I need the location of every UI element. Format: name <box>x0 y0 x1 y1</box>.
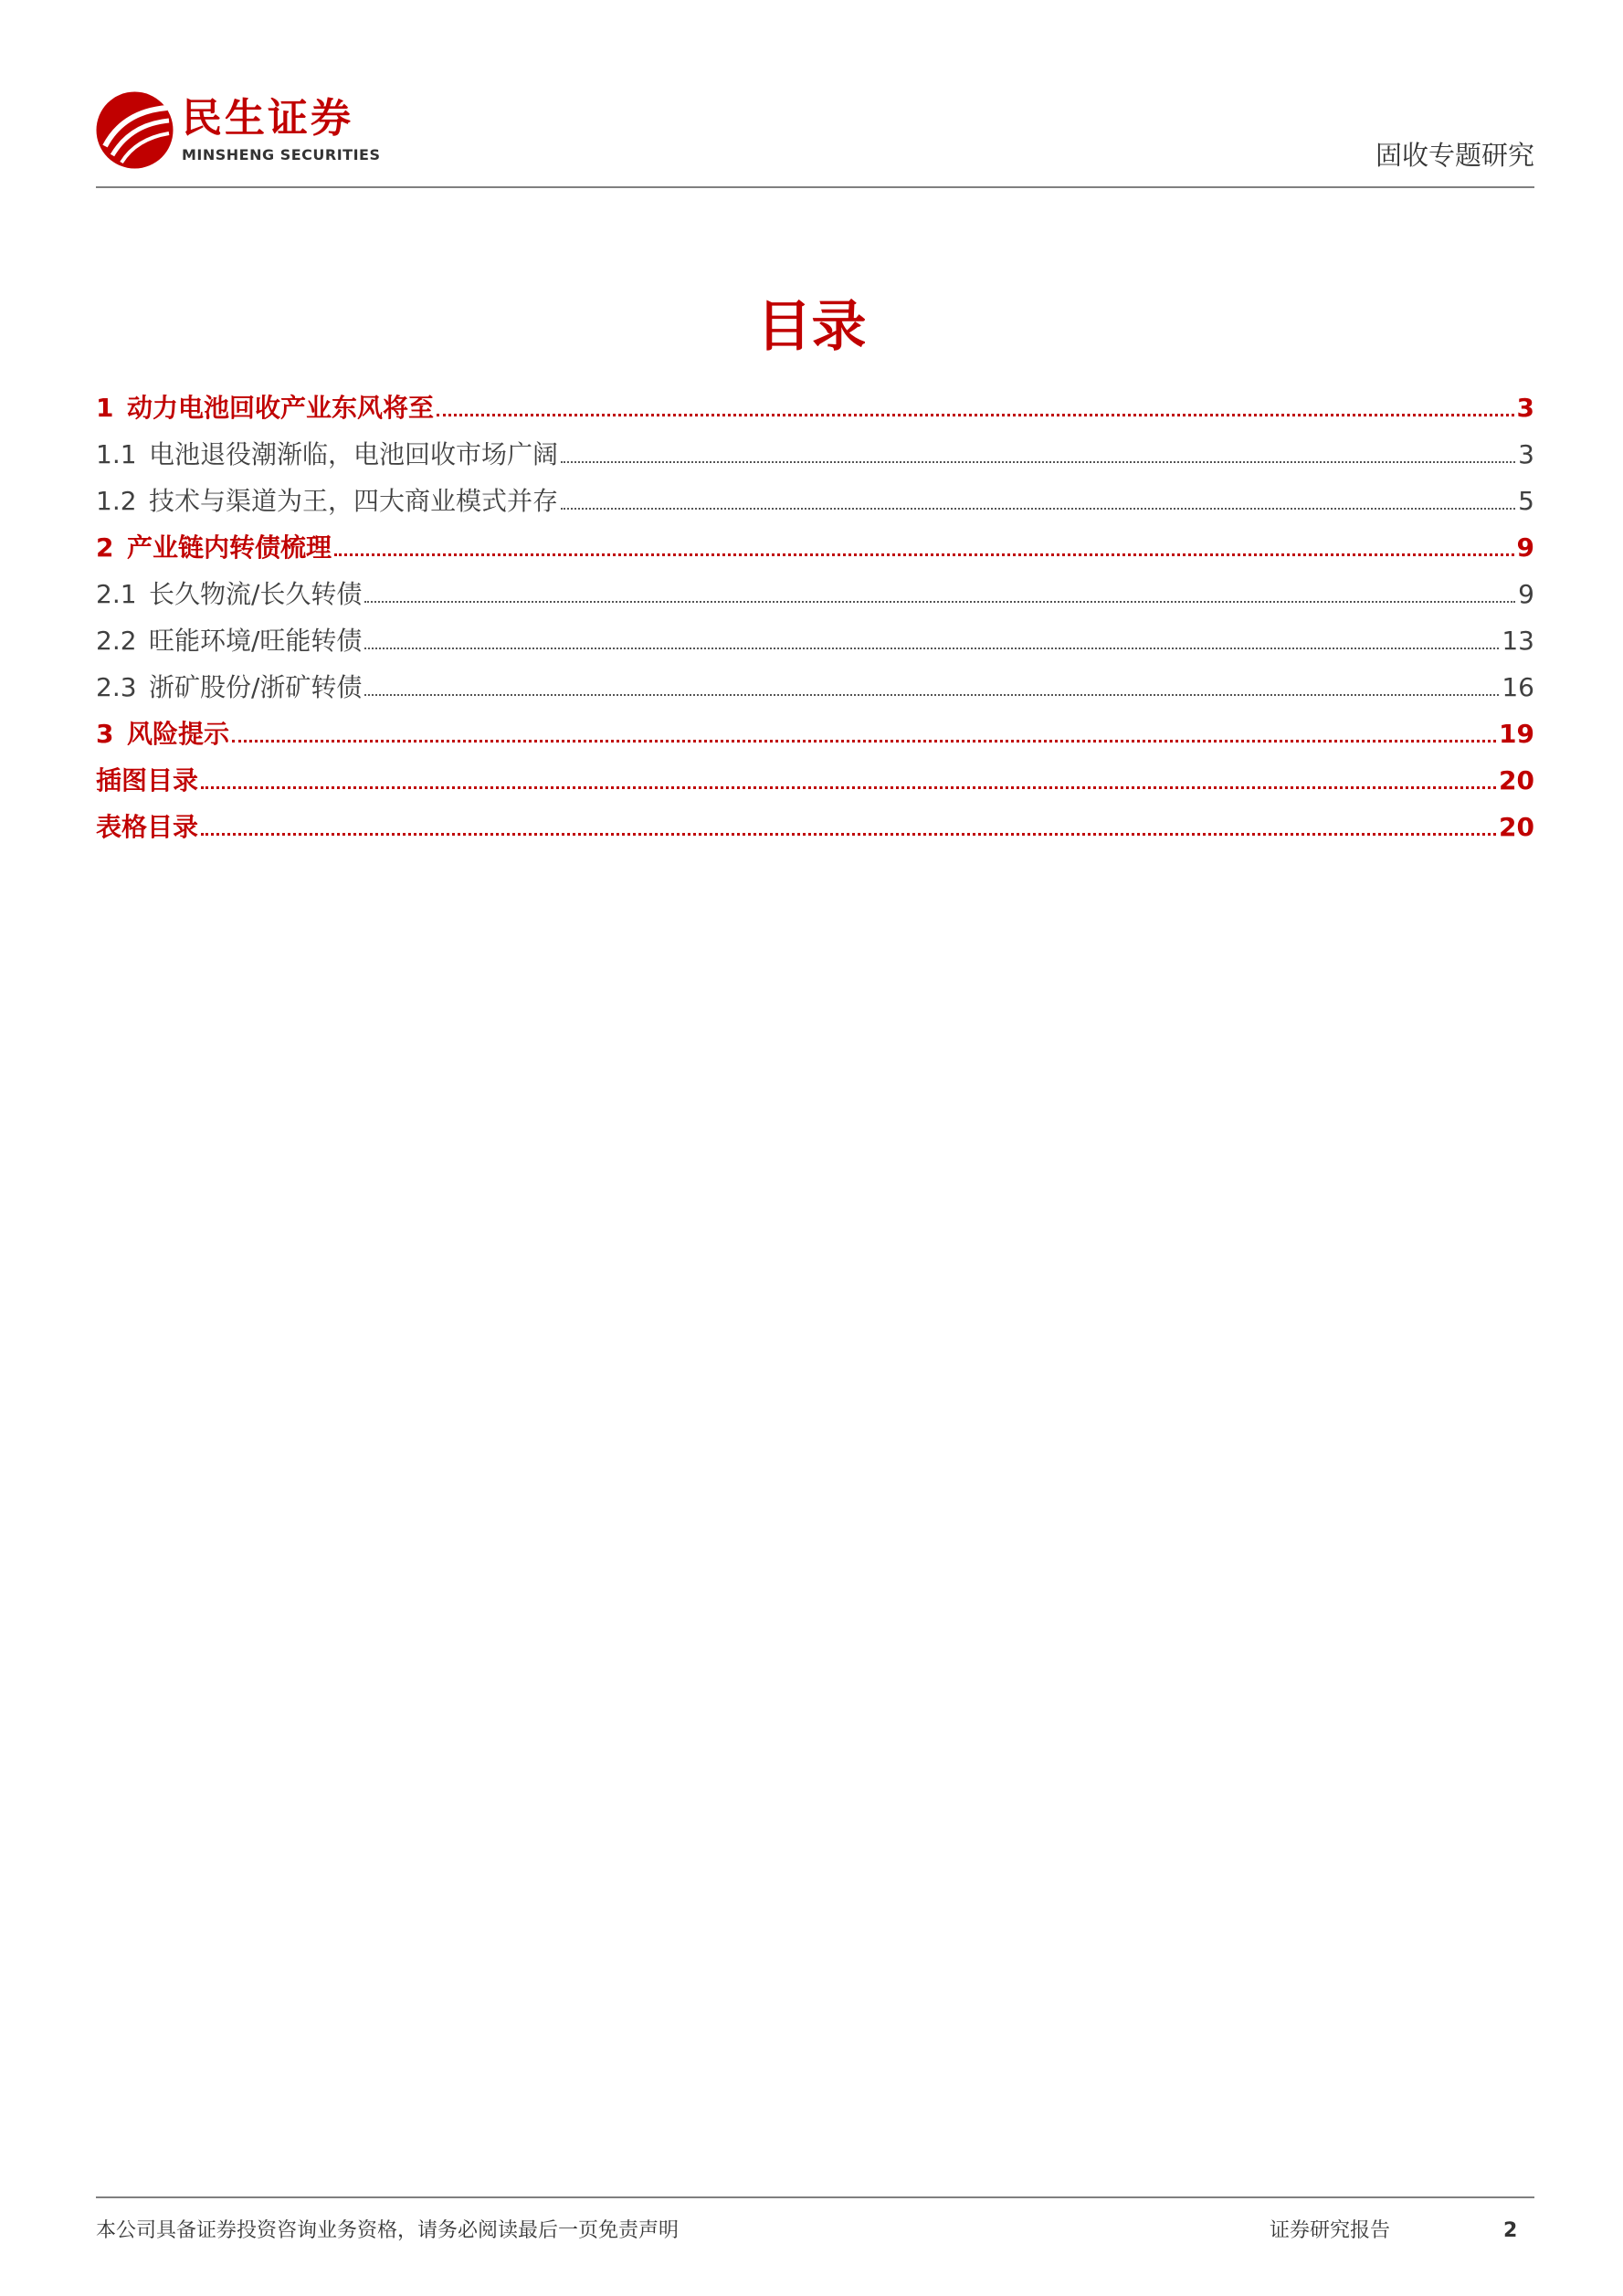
toc-entry[interactable] <box>96 807 1534 854</box>
table-of-contents <box>96 388 1534 854</box>
toc-entry-number: 1.2 <box>96 486 137 516</box>
toc-dot-leader <box>364 694 1499 696</box>
toc-title: 目录 <box>756 295 867 359</box>
toc-dot-leader <box>201 786 1496 789</box>
toc-entry[interactable] <box>96 574 1534 621</box>
toc-dot-leader <box>364 648 1499 649</box>
toc-entry-number: 2 <box>96 532 114 563</box>
toc-entry-number: 2.2 <box>96 626 137 656</box>
toc-entry-number: 1.1 <box>96 439 137 469</box>
toc-entry-label: 技术与渠道为王，四大商业模式并存 <box>149 486 559 516</box>
toc-entry-label: 浙矿股份/浙矿转债 <box>149 672 363 702</box>
logo-chinese-name: 民生证券 <box>182 95 353 142</box>
footer-divider <box>96 2196 1534 2198</box>
toc-entry-number: 1 <box>96 393 114 423</box>
toc-entry-page: 9 <box>1518 579 1534 609</box>
toc-entry-number: 3 <box>96 719 114 749</box>
footer-page-number: 2 <box>1503 2219 1518 2242</box>
toc-dot-leader <box>561 508 1515 510</box>
toc-entry[interactable] <box>96 481 1534 528</box>
logo-english-name: MINSHENG SECURITIES <box>182 146 381 163</box>
toc-entry-label: 长久物流/长久转债 <box>149 579 363 609</box>
toc-dot-leader <box>334 553 1514 556</box>
toc-entry-label: 风险提示 <box>127 719 230 749</box>
toc-dot-leader <box>201 833 1496 836</box>
minsheng-logo-icon <box>96 91 174 169</box>
toc-entry-label: 插图目录 <box>96 765 199 795</box>
toc-entry-number: 2.3 <box>96 672 137 702</box>
page-header <box>96 91 1534 187</box>
toc-entry-label: 表格目录 <box>96 812 199 842</box>
header-divider <box>96 186 1534 188</box>
toc-entry-page: 19 <box>1499 719 1534 749</box>
toc-entry-page: 3 <box>1518 439 1534 469</box>
toc-entry-page: 16 <box>1502 672 1534 702</box>
report-category: 固收专题研究 <box>1375 140 1534 171</box>
footer-disclaimer: 本公司具备证券投资咨询业务资格，请务必阅读最后一页免责声明 <box>96 2219 680 2242</box>
toc-dot-leader <box>364 601 1515 603</box>
toc-entry-page: 13 <box>1502 626 1534 656</box>
toc-entry-label: 旺能环境/旺能转债 <box>149 626 363 656</box>
toc-entry-label: 产业链内转债梳理 <box>127 532 332 563</box>
toc-entry-label: 电池退役潮渐临，电池回收市场广阔 <box>149 439 559 469</box>
toc-entry-page: 20 <box>1499 812 1534 842</box>
toc-entry[interactable] <box>96 714 1534 761</box>
toc-entry-number: 2.1 <box>96 579 137 609</box>
toc-entry[interactable] <box>96 435 1534 481</box>
toc-entry[interactable] <box>96 528 1534 574</box>
toc-entry-page: 20 <box>1499 765 1534 795</box>
toc-dot-leader <box>437 414 1514 416</box>
toc-dot-leader <box>561 461 1515 463</box>
toc-entry[interactable] <box>96 668 1534 714</box>
toc-entry-page: 9 <box>1516 532 1534 563</box>
toc-dot-leader <box>232 740 1496 743</box>
toc-entry-page: 3 <box>1516 393 1534 423</box>
toc-entry[interactable] <box>96 388 1534 435</box>
footer-report-type: 证券研究报告 <box>1270 2219 1391 2242</box>
toc-entry-page: 5 <box>1518 486 1534 516</box>
toc-entry-label: 动力电池回收产业东风将至 <box>127 393 435 423</box>
toc-entry[interactable] <box>96 761 1534 807</box>
toc-entry[interactable] <box>96 621 1534 668</box>
